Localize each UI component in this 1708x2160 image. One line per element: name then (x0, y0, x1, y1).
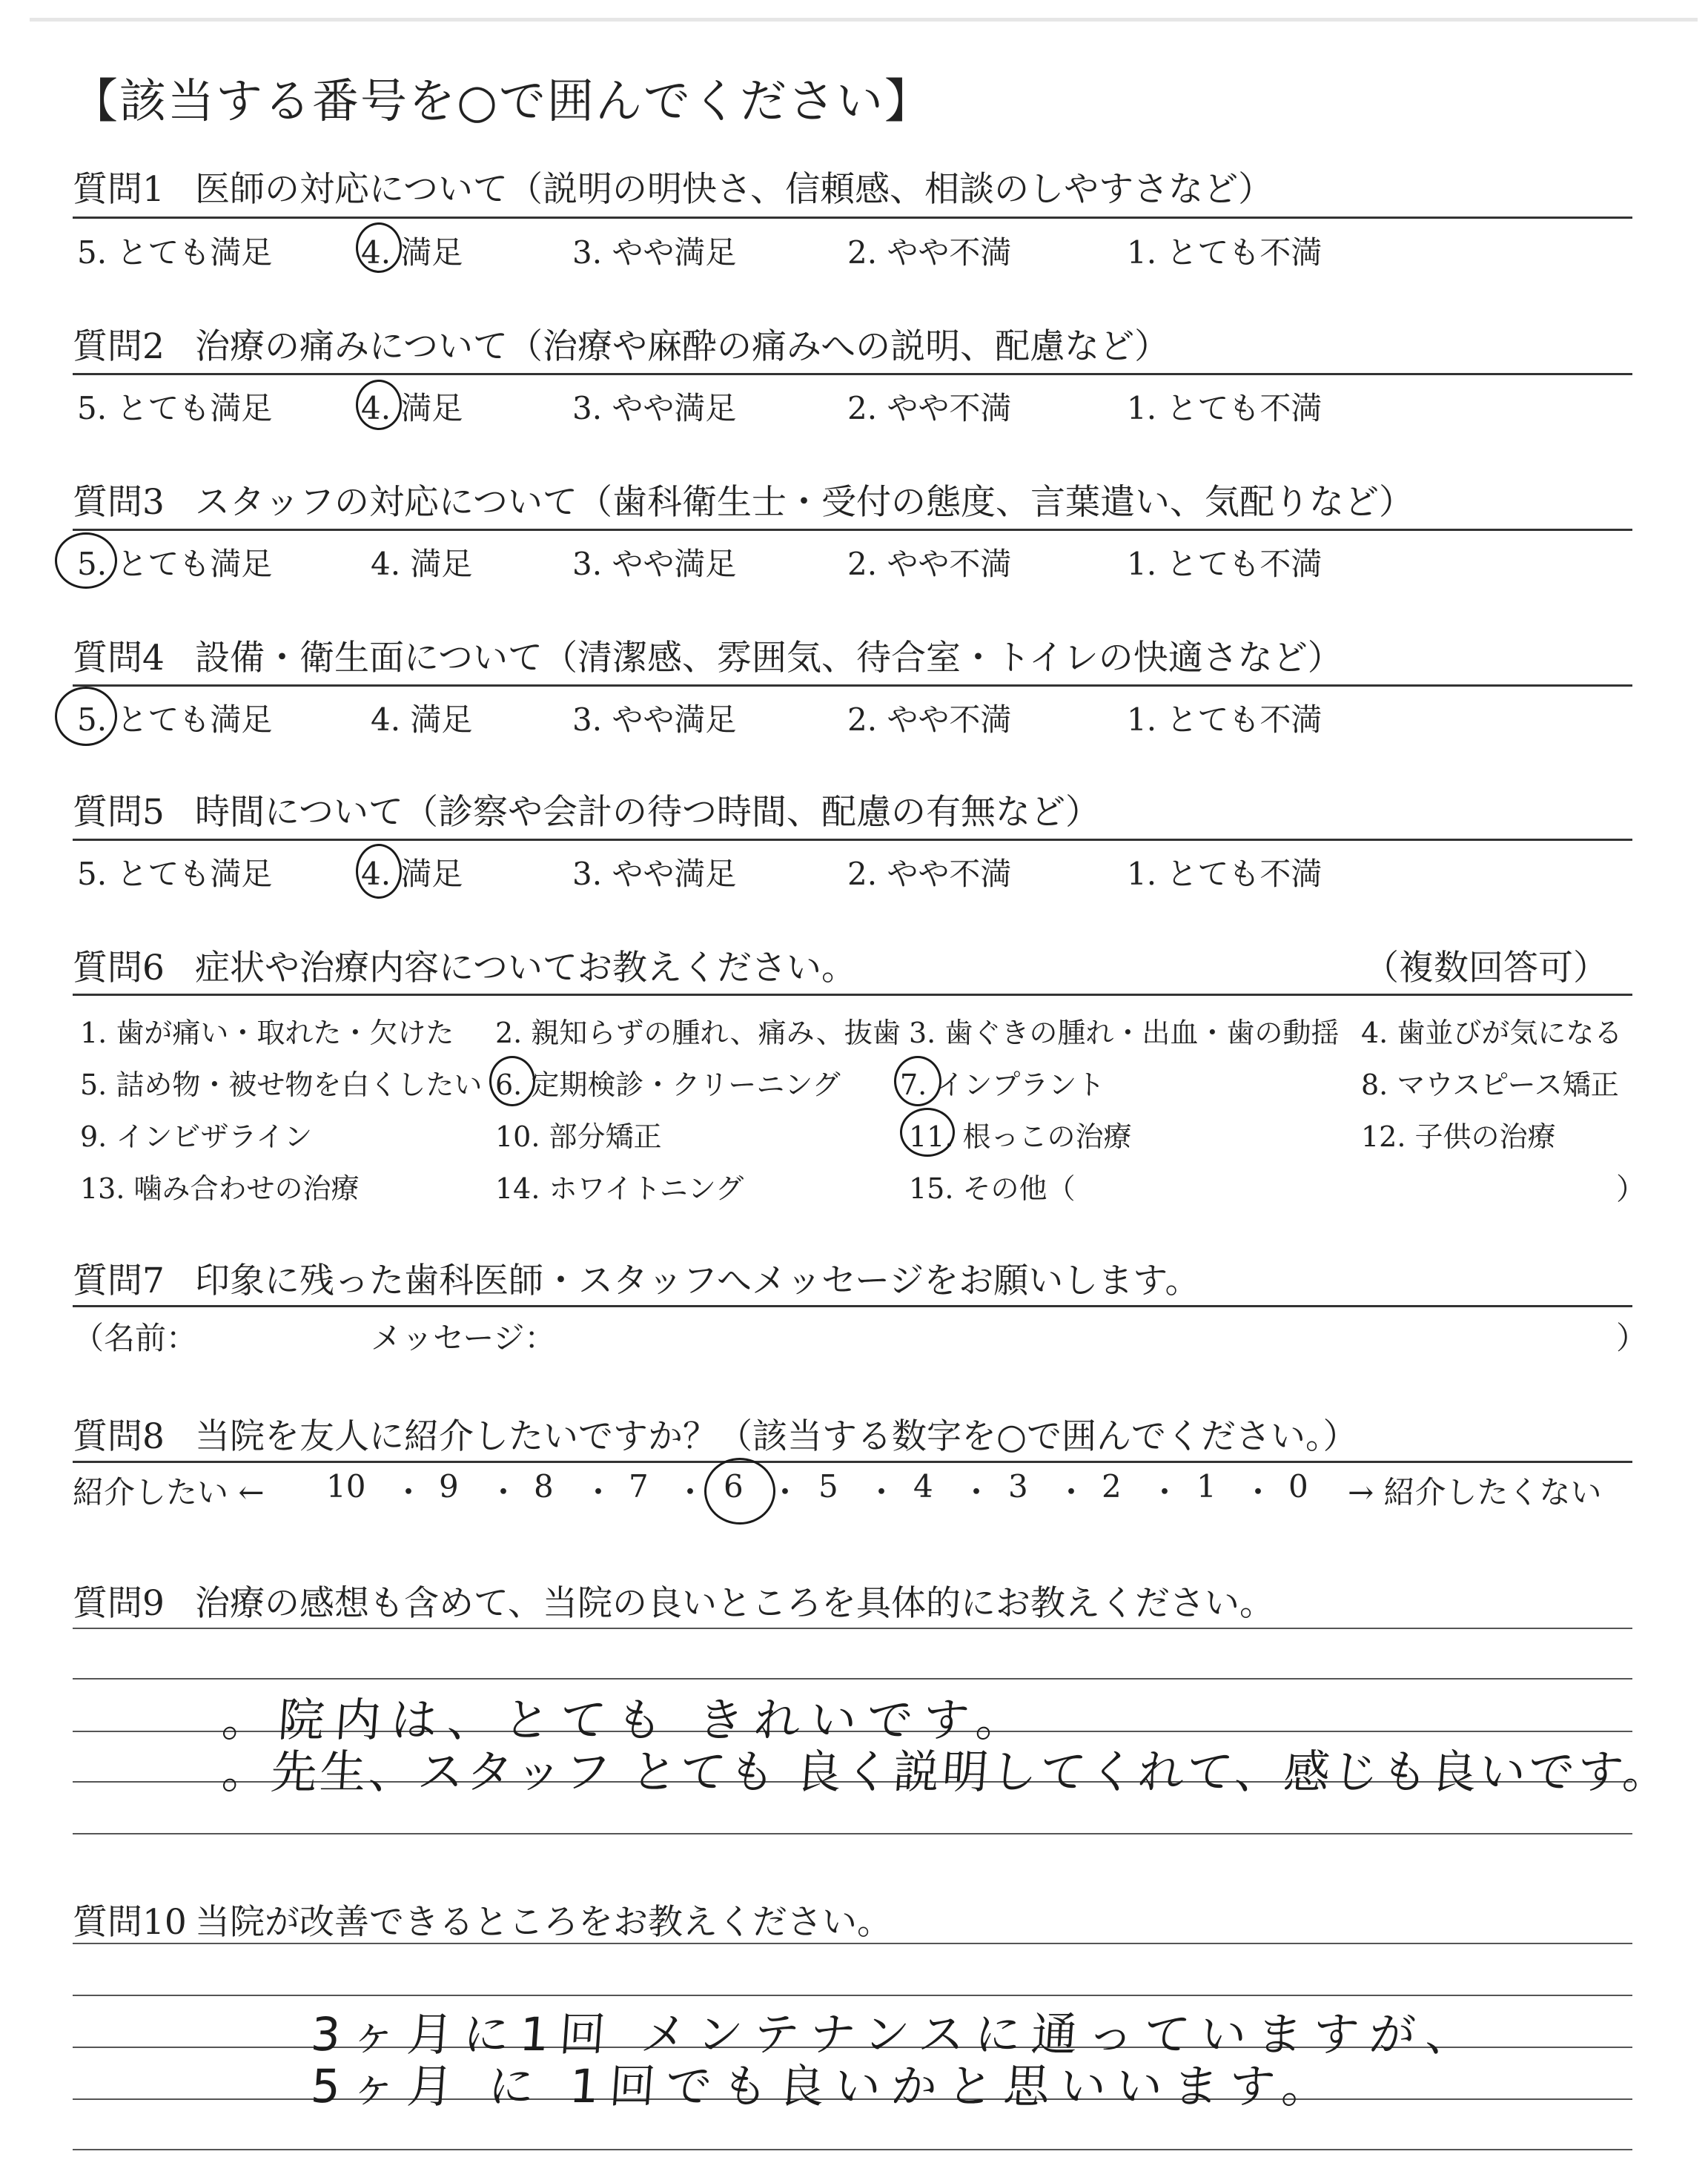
q4-answer-circle (55, 687, 117, 746)
scale-1[interactable]: 1 (1196, 1468, 1217, 1505)
question-text: 当院が改善できるところをお教えください。 (195, 1902, 892, 1943)
message-field-close: ） (1616, 1320, 1648, 1356)
q6-item-8[interactable]: 8. マウスピース矯正 (1361, 1069, 1619, 1101)
q5-option-3[interactable]: 3. やや満足 (572, 856, 737, 892)
question-number: 質問4 (73, 638, 165, 678)
question-number: 質問8 (73, 1416, 165, 1457)
scale-4[interactable]: 4 (913, 1468, 933, 1505)
message-field-label: メッセージ： (371, 1320, 556, 1356)
scale-separator: ・ (769, 1474, 801, 1510)
question-6 (73, 940, 856, 990)
q5-option-2[interactable]: 2. やや不満 (847, 856, 1012, 892)
q10-line (73, 2149, 1632, 2150)
q6-answer-circle-7 (894, 1056, 941, 1106)
question-1 (73, 162, 1273, 211)
question-6-rule (73, 994, 1632, 996)
q1-option-3[interactable]: 3. やや満足 (572, 234, 737, 271)
question-7 (73, 1253, 1199, 1303)
q10-answer-line-2: 5ヶ月 に 1回でも良いかと思いいます。 (309, 2059, 1340, 2113)
q4-option-1[interactable]: 1. とても不満 (1127, 701, 1323, 738)
question-text: 時間について（診察や会計の待つ時間、配慮の有無など） (195, 792, 1101, 833)
question-4-rule (73, 684, 1632, 687)
q4-option-5[interactable]: 5. とても満足 (77, 701, 273, 738)
q3-option-2[interactable]: 2. やや不満 (847, 546, 1012, 582)
question-10 (73, 1895, 892, 1944)
q2-option-2[interactable]: 2. やや不満 (847, 390, 1012, 426)
q4-option-3[interactable]: 3. やや満足 (572, 701, 737, 738)
question-number: 質問3 (73, 482, 165, 523)
question-9 (73, 1576, 1274, 1625)
question-1-rule (73, 217, 1632, 219)
scale-right-label: → 紹介したくない (1348, 1474, 1602, 1510)
scale-10[interactable]: 10 (326, 1468, 366, 1505)
q2-option-1[interactable]: 1. とても不満 (1127, 390, 1323, 426)
q6-item-3[interactable]: 3. 歯ぐきの腫れ・出血・歯の動揺 (909, 1017, 1340, 1049)
question-number: 質問1 (73, 169, 165, 210)
scale-5[interactable]: 5 (818, 1468, 838, 1505)
q6-answer-circle-11 (900, 1108, 955, 1157)
q1-option-4[interactable]: 4. 満足 (361, 234, 463, 271)
top-divider (30, 18, 1698, 22)
q10-line (73, 1995, 1632, 1996)
q9-line (73, 1833, 1632, 1834)
scale-3[interactable]: 3 (1008, 1468, 1028, 1505)
q5-option-4[interactable]: 4. 満足 (361, 856, 463, 892)
question-number: 質問2 (73, 326, 165, 367)
question-number: 質問5 (73, 792, 165, 833)
question-text: 医師の対応について（説明の明快さ、信頼感、相談のしやすさなど） (195, 169, 1274, 210)
question-7-rule (73, 1305, 1632, 1307)
question-number: 質問9 (73, 1583, 165, 1624)
q6-item-15[interactable]: 15. その他（ (909, 1172, 1076, 1205)
question-2 (73, 319, 1169, 369)
question-text: 設備・衛生面について（清潔感、雰囲気、待合室・トイレの快適さなど） (195, 638, 1343, 678)
question-text: 当院を友人に紹介したいですか？（該当する数字を○で囲んでください。） (195, 1416, 1358, 1457)
question-number: 質問6 (73, 948, 165, 988)
q6-item-11[interactable]: 11. 根っこの治療 (909, 1120, 1132, 1153)
question-text: 治療の痛みについて（治療や麻酔の痛みへの説明、配慮など） (195, 326, 1170, 367)
scale-8[interactable]: 8 (534, 1468, 554, 1505)
instruction-heading: 【該当する番号を○で囲んでください】 (71, 74, 933, 128)
scale-separator: ・ (583, 1474, 615, 1510)
q4-option-2[interactable]: 2. やや不満 (847, 701, 1012, 738)
q8-answer-circle (704, 1458, 775, 1525)
q6-item-1[interactable]: 1. 歯が痛い・取れた・欠けた (80, 1017, 454, 1049)
scale-separator: ・ (961, 1474, 993, 1510)
scale-separator: ・ (1149, 1474, 1181, 1510)
q9-line (73, 1628, 1632, 1629)
question-3-rule (73, 529, 1632, 531)
question-8-rule (73, 1461, 1632, 1463)
q6-item-5[interactable]: 5. 詰め物・被せ物を白くしたい (80, 1069, 483, 1101)
q6-item-9[interactable]: 9. インビザライン (80, 1120, 313, 1153)
q6-item-2[interactable]: 2. 親知らずの腫れ、痛み、抜歯 (495, 1017, 901, 1049)
q2-answer-circle (356, 380, 402, 430)
q1-option-2[interactable]: 2. やや不満 (847, 234, 1012, 271)
scale-7[interactable]: 7 (629, 1468, 649, 1505)
scale-6[interactable]: 6 (724, 1468, 744, 1505)
q6-other-close: ） (1616, 1172, 1646, 1206)
q3-option-5[interactable]: 5. とても満足 (77, 546, 273, 582)
question-text: 印象に残った歯科医師・スタッフへメッセージをお願いします。 (195, 1261, 1200, 1301)
q2-option-4[interactable]: 4. 満足 (361, 390, 463, 426)
q6-item-7[interactable]: 7. インプラント (900, 1069, 1105, 1101)
q1-option-5[interactable]: 5. とても満足 (77, 234, 273, 271)
q2-option-3[interactable]: 3. やや満足 (572, 390, 737, 426)
q9-line (73, 1678, 1632, 1680)
q6-item-13[interactable]: 13. 噛み合わせの治療 (80, 1172, 360, 1205)
scale-separator: ・ (1242, 1474, 1274, 1510)
q5-option-5[interactable]: 5. とても満足 (77, 856, 273, 892)
scale-separator: ・ (488, 1474, 520, 1510)
q3-answer-circle (55, 532, 117, 589)
scale-separator: ・ (866, 1474, 898, 1510)
question-5 (73, 785, 1100, 834)
q10-answer-line-1: 3ヶ月に1回 メンテナンスに通っていますが、 (309, 2007, 1484, 2061)
question-2-rule (73, 373, 1632, 375)
q6-item-4[interactable]: 4. 歯並びが気になる (1361, 1017, 1623, 1049)
q6-item-10[interactable]: 10. 部分矯正 (495, 1120, 662, 1153)
q10-line (73, 1943, 1632, 1944)
scale-0[interactable]: 0 (1288, 1468, 1308, 1505)
scale-9[interactable]: 9 (439, 1468, 459, 1505)
question-4 (73, 630, 1343, 680)
q9-answer-line-2: 。先生、スタッフ とても 良く説明してくれて、感じも良いです。 (220, 1745, 1674, 1799)
question-3 (73, 475, 1414, 524)
q5-answer-circle (356, 844, 402, 899)
q3-option-4[interactable]: 4. 満足 (371, 546, 473, 582)
q6-item-12[interactable]: 12. 子供の治療 (1361, 1120, 1556, 1153)
q1-answer-circle (356, 222, 402, 273)
question-text: スタッフの対応について（歯科衛生士・受付の態度、言葉遣い、気配りなど） (195, 482, 1414, 523)
question-8 (73, 1409, 1358, 1459)
question-number: 質問10 (73, 1902, 187, 1943)
q6-item-6[interactable]: 6. 定期検診・クリーニング (495, 1069, 841, 1101)
question-5-rule (73, 839, 1632, 841)
scale-2[interactable]: 2 (1102, 1468, 1122, 1505)
q2-option-5[interactable]: 5. とても満足 (77, 390, 273, 426)
question-number: 質問7 (73, 1261, 165, 1301)
q1-option-1[interactable]: 1. とても不満 (1127, 234, 1323, 271)
name-field-label: （名前： (73, 1320, 198, 1356)
scale-separator: ・ (1056, 1474, 1088, 1510)
multiple-answer-note: （複数回答可） (1364, 948, 1608, 988)
q9-answer-line-1: 。院内は、とても きれいです。 (220, 1693, 1034, 1747)
q3-option-3[interactable]: 3. やや満足 (572, 546, 737, 582)
scale-left-label: 紹介したい ← (73, 1474, 265, 1510)
q4-option-4[interactable]: 4. 満足 (371, 701, 473, 738)
scale-separator: ・ (675, 1474, 706, 1510)
q6-answer-circle-6 (489, 1056, 535, 1106)
q5-option-1[interactable]: 1. とても不満 (1127, 856, 1323, 892)
q3-option-1[interactable]: 1. とても不満 (1127, 546, 1323, 582)
scale-separator: ・ (393, 1474, 425, 1510)
question-text: 症状や治療内容についてお教えください。 (195, 948, 857, 988)
question-text: 治療の感想も含めて、当院の良いところを具体的にお教えください。 (195, 1583, 1275, 1624)
q6-item-14[interactable]: 14. ホワイトニング (495, 1172, 744, 1205)
